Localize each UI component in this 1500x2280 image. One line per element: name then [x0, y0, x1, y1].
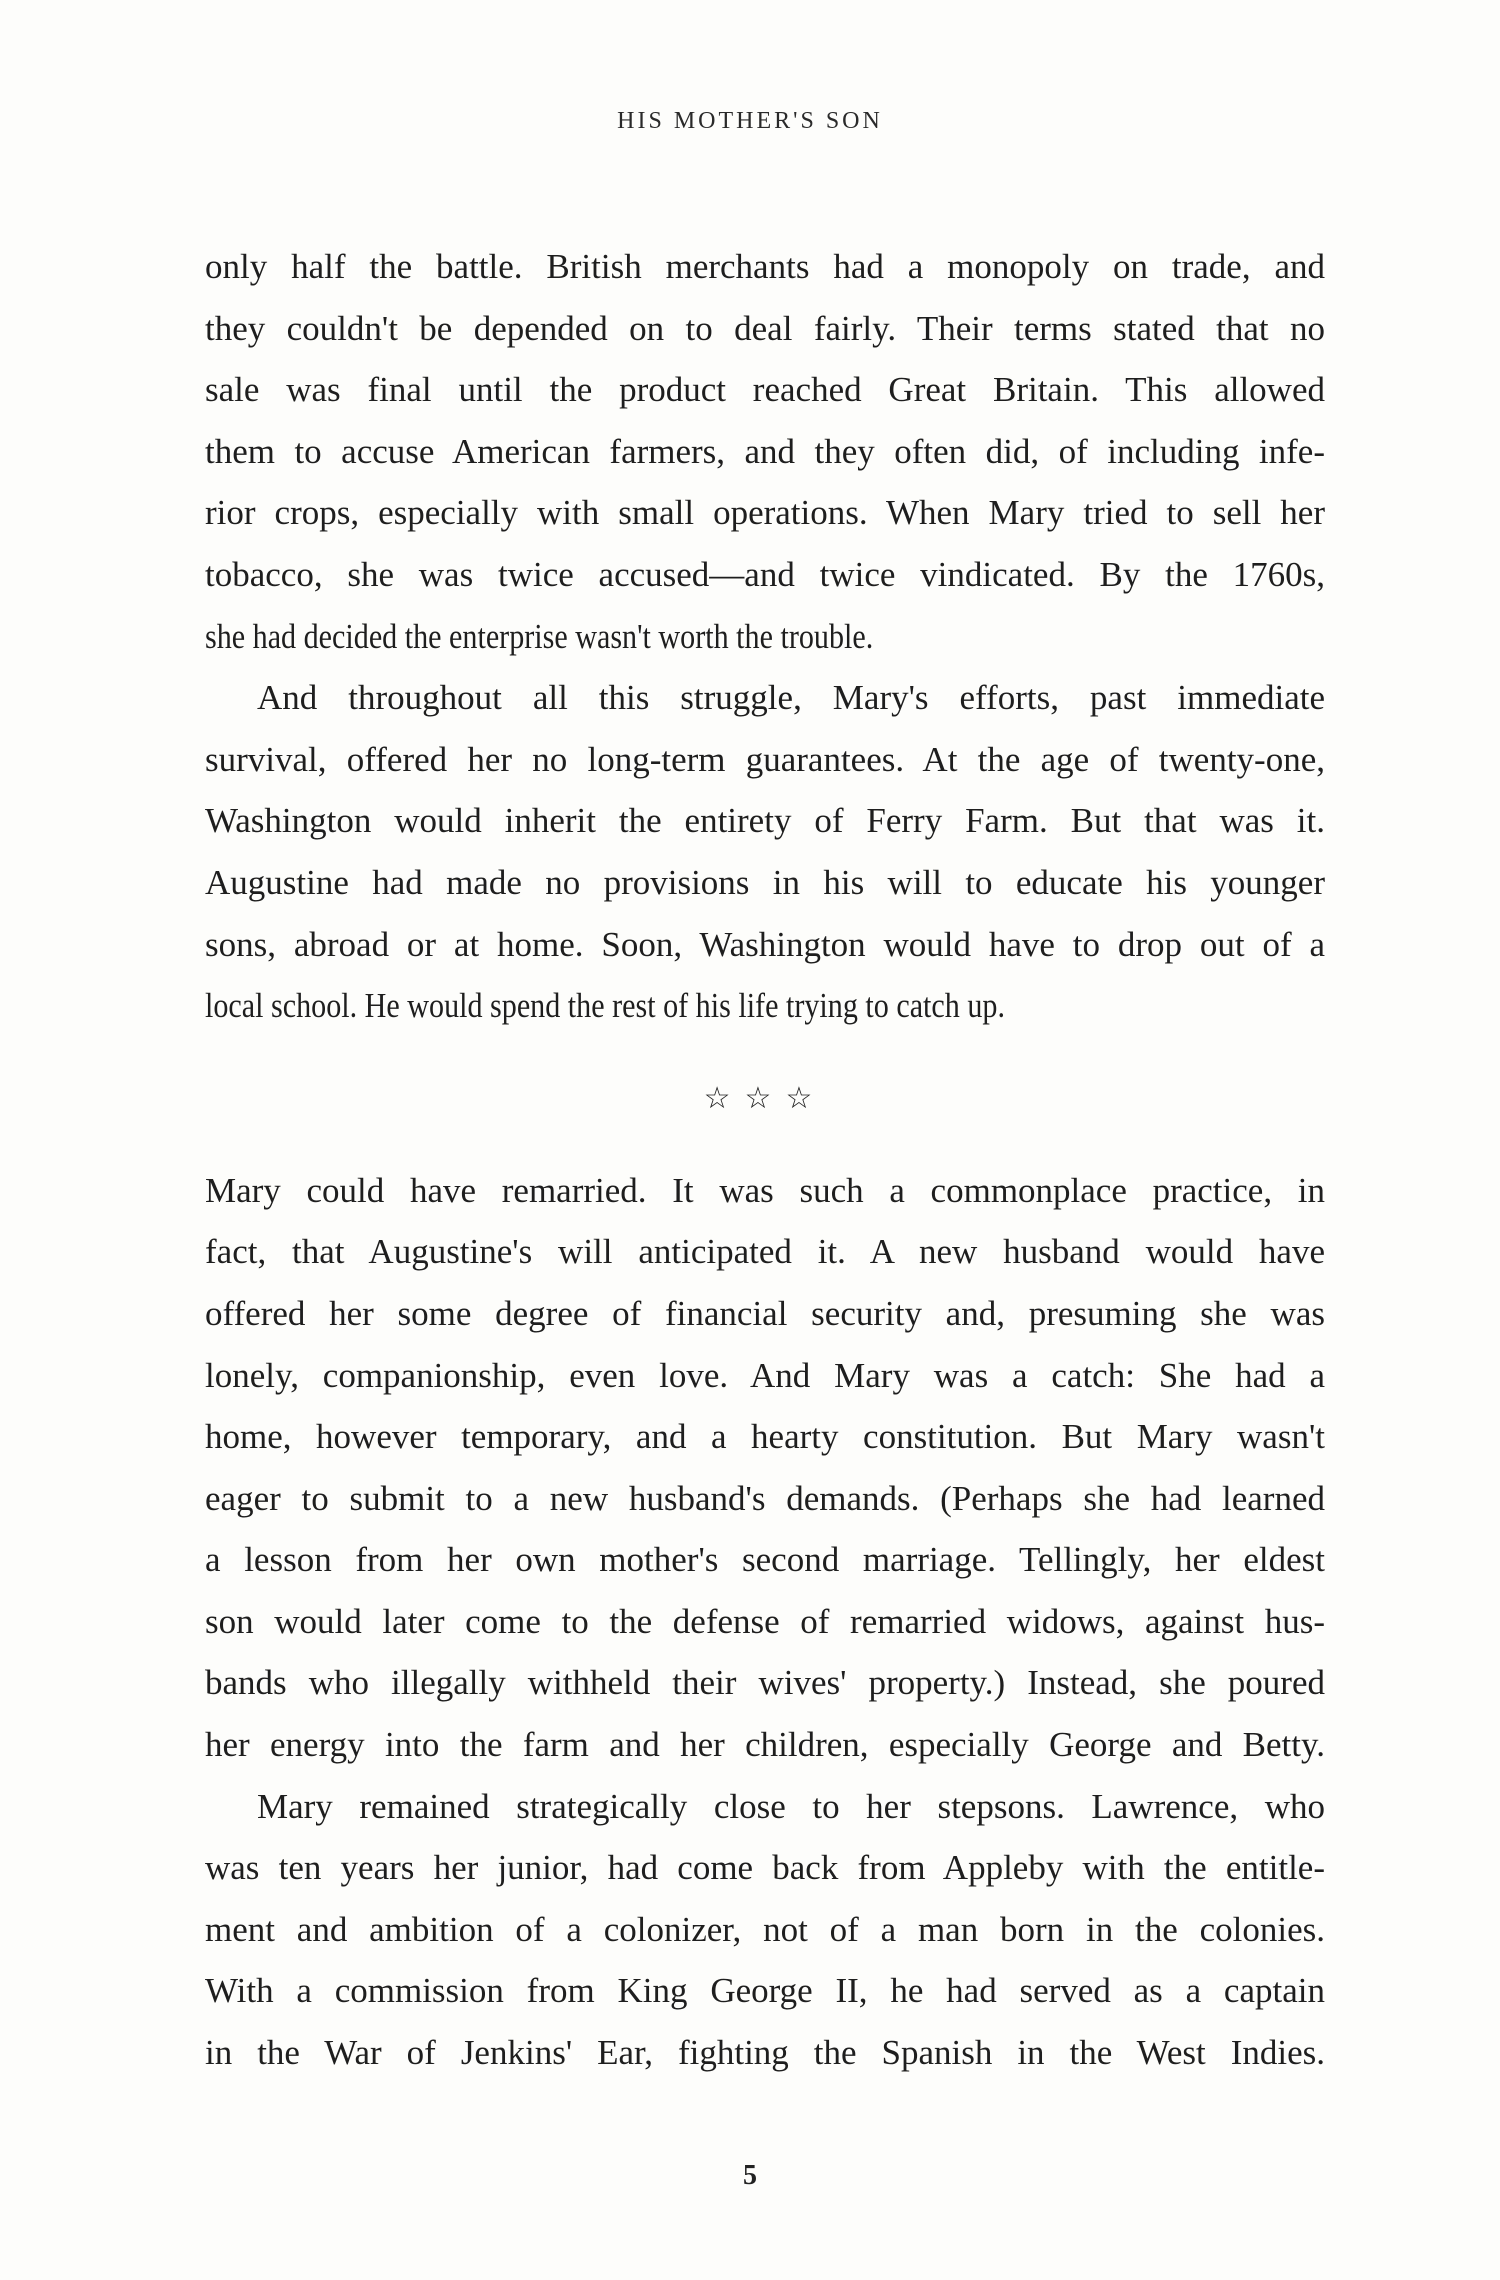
- text-line: bands who illegally withheld their wives' property.) Instead, she poured: [205, 1663, 1325, 1703]
- body-text: [205, 236, 1325, 2084]
- text-line: lonely, companionship, even love. And Mary was a catch: She had a: [205, 1355, 1325, 1395]
- text-line: local school. He would spend the rest of his life trying to catch up.: [205, 986, 1005, 1026]
- text-line: her energy into the farm and her children, especially George and Betty.: [205, 1725, 1325, 1765]
- paragraph: [205, 667, 1325, 1037]
- text-line: sale was final until the product reached Great Britain. This allowed: [205, 370, 1325, 410]
- text-line: survival, offered her no long-term guarantees. At the age of twenty-one,: [205, 739, 1325, 779]
- section-2: [205, 1160, 1325, 2084]
- paragraph: [205, 1160, 1325, 1776]
- text-line: only half the battle. British merchants had a monopoly on trade, and: [205, 247, 1325, 286]
- page-number: 5: [743, 2160, 757, 2191]
- text-line: Washington would inherit the entirety of Ferry Farm. But that was it.: [205, 801, 1325, 841]
- paragraph: [205, 236, 1325, 667]
- text-line: was ten years her junior, had come back from Appleby with the entitle-: [205, 1848, 1325, 1888]
- text-line: in the War of Jenkins' Ear, fighting the Spanish in the West Indies.: [205, 2033, 1325, 2073]
- text-line: Augustine had made no provisions in his will to educate his younger: [205, 862, 1325, 902]
- running-head: HIS MOTHER'S SON: [617, 108, 883, 134]
- text-line: rior crops, especially with small operations. When Mary tried to sell her: [205, 493, 1325, 533]
- section-1: [205, 236, 1325, 1037]
- text-line: offered her some degree of financial security and, presuming she was: [205, 1293, 1325, 1333]
- text-line: Mary remained strategically close to her stepsons. Lawrence, who: [257, 1786, 1325, 1826]
- text-line: With a commission from King George II, he had served as a captain: [205, 1971, 1325, 2011]
- text-line: a lesson from her own mother's second marriage. Tellingly, her eldest: [205, 1540, 1325, 1580]
- paragraph: [205, 1776, 1325, 2084]
- text-line: they couldn't be depended on to deal fairly. Their terms stated that no: [205, 308, 1325, 348]
- text-line: tobacco, she was twice accused—and twice vindicated. By the 1760s,: [205, 554, 1325, 594]
- text-line: son would later come to the defense of remarried widows, against hus-: [205, 1601, 1325, 1641]
- text-line: them to accuse American farmers, and they often did, of including infe-: [205, 431, 1325, 471]
- section-break-stars-icon: ☆☆☆: [703, 1081, 827, 1115]
- text-line: sons, abroad or at home. Soon, Washington would have to drop out of a: [205, 924, 1325, 964]
- text-line: And throughout all this struggle, Mary's efforts, past immediate: [257, 678, 1325, 718]
- text-line: ment and ambition of a colonizer, not of a man born in the colonies.: [205, 1909, 1325, 1949]
- text-line: home, however temporary, and a hearty constitution. But Mary wasn't: [205, 1417, 1325, 1457]
- text-line: eager to submit to a new husband's demands. (Perhaps she had learned: [205, 1478, 1325, 1518]
- text-line: she had decided the enterprise wasn't worth the trouble.: [205, 616, 874, 656]
- text-line: fact, that Augustine's will anticipated it. A new husband would have: [205, 1232, 1325, 1272]
- text-line: Mary could have remarried. It was such a commonplace practice, in: [205, 1170, 1325, 1210]
